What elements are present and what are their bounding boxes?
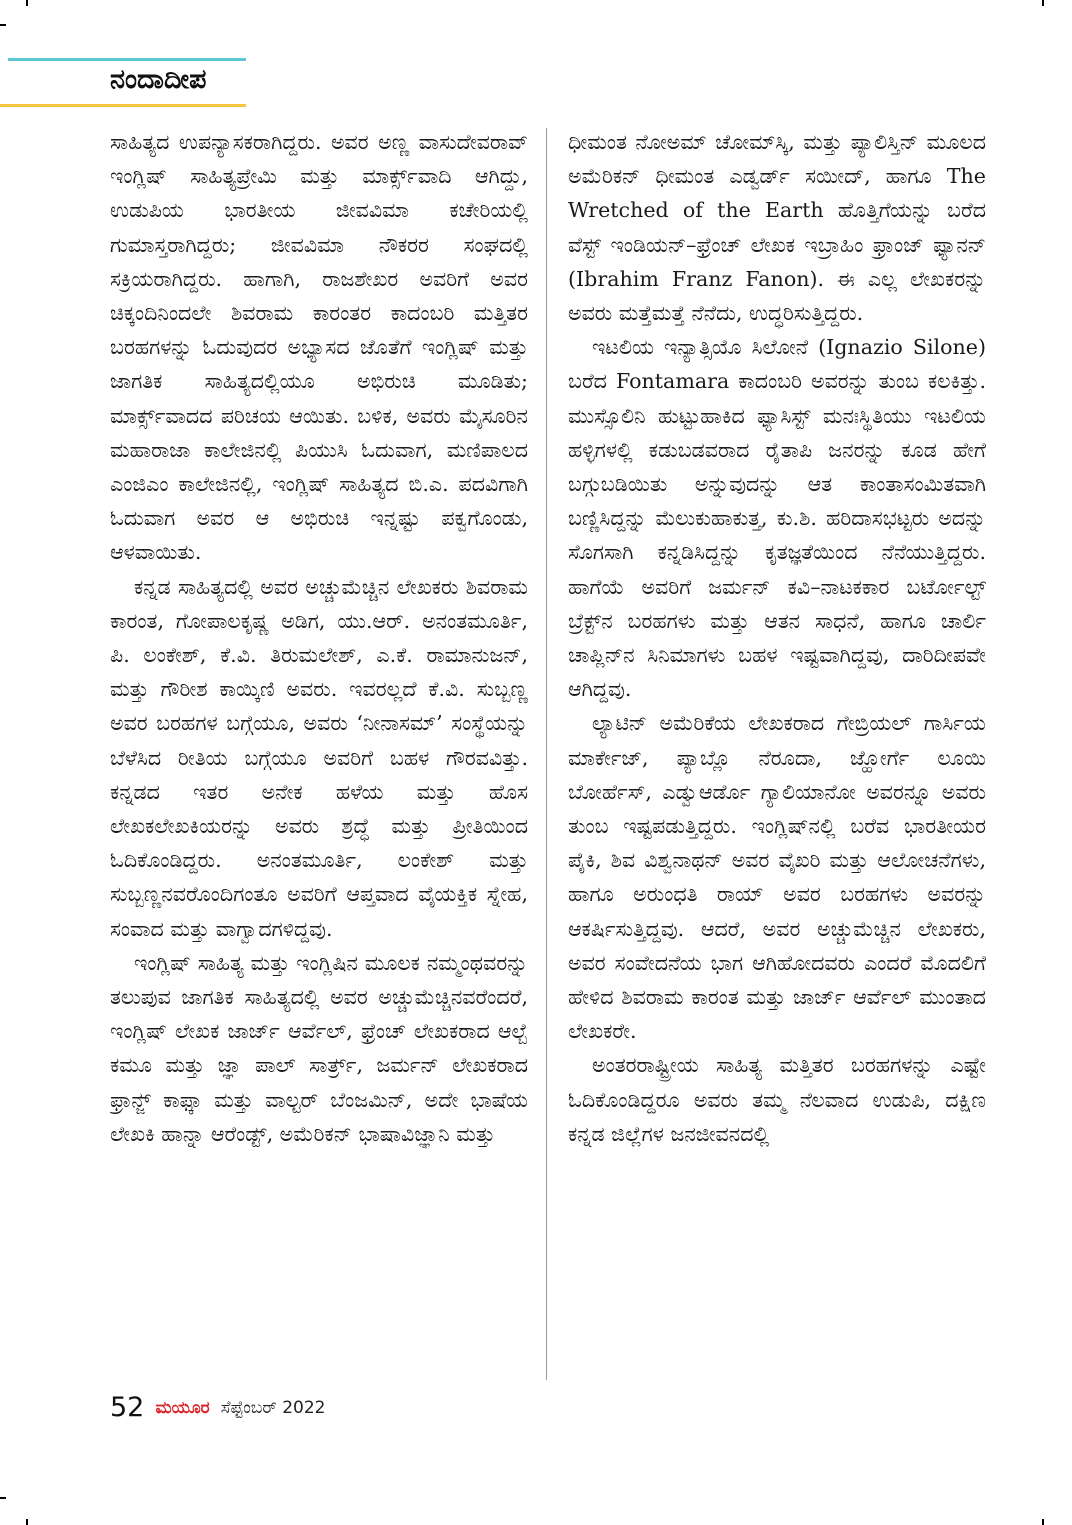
paragraph: ಇಂಗ್ಲಿಷ್ ಸಾಹಿತ್ಯ ಮತ್ತು ಇಂಗ್ಲಿಷಿನ ಮೂಲಕ ನಮ್ಮಂಥವರನ್ನು ತಲುಪುವ ಜಾಗತಿಕ ಸಾಹಿತ್ಯದಲ್ಲಿ ಅವರ ಅಚ್ಚುಮೆಚ್ಚಿನವರೆಂದರೆ, ಇಂಗ್ಲಿಷ್ ಲೇಖಕ ಜಾರ್ಜ್ ಆರ್ವೆಲ್, ಫ್ರೆಂಚ್ ಲೇಖಕರಾದ ಆಲ್ಬೆ ಕಮೂ ಮತ್ತು ಜ್ಞಾ ಪಾಲ್ ಸಾರ್ತ್ರ್, ಜರ್ಮನ್ ಲೇಖಕರಾದ ಫ್ರಾನ್ಜ್ ಕಾಫ್ಕಾ ಮತ್ತು ವಾಲ್ಟರ್ ಬೆಂಜಮಿನ್, ಅದೇ ಭಾಷೆಯ ಲೇಖಕಿ ಹಾನ್ನಾ ಆರೆಂಡ್ಟ್, ಅಮೆರಿಕನ್ ಭಾಷಾವಿಜ್ಞಾನಿ ಮತ್ತು <box>110 950 528 1146</box>
left-column <box>110 125 528 1385</box>
section-title: ನಂದಾದೀಪ <box>110 64 207 95</box>
right-column <box>568 125 986 1385</box>
magazine-logo: ಮಯೂರ <box>155 1397 210 1418</box>
section-header <box>0 58 246 108</box>
page-number: 52 <box>110 1392 145 1423</box>
column-divider <box>546 128 547 1380</box>
crop-mark <box>0 1497 6 1499</box>
paragraph: ಸಾಹಿತ್ಯದ ಉಪನ್ಯಾಸಕರಾಗಿದ್ದರು. ಅವರ ಅಣ್ಣ ವಾಸುದೇವರಾವ್ ಇಂಗ್ಲಿಷ್ ಸಾಹಿತ್ಯಪ್ರೇಮಿ ಮತ್ತು ಮಾರ್ಕ್ಸ್‌ವಾದಿ ಆಗಿದ್ದು, ಉಡುಪಿಯ ಭಾರತೀಯ ಜೀವವಿಮಾ ಕಚೇರಿಯಲ್ಲಿ ಗುಮಾಸ್ತರಾಗಿದ್ದರು; ಜೀವವಿಮಾ ನೌಕರರ ಸಂಘದಲ್ಲಿ ಸಕ್ರಿಯರಾಗಿದ್ದರು. ಹಾಗಾಗಿ, ರಾಜಶೇಖರ ಅವರಿಗೆ ಅವರ ಚಿಕ್ಕಂದಿನಿಂದಲೇ ಶಿವರಾಮ ಕಾರಂತರ ಕಾದಂಬರಿ ಮತ್ತಿತರ ಬರಹಗಳನ್ನು ಓದುವುದರ ಅಭ್ಯಾಸದ ಜೊತೆಗೆ ಇಂಗ್ಲಿಷ್ ಮತ್ತು ಜಾಗತಿಕ ಸಾಹಿತ್ಯದಲ್ಲಿಯೂ ಅಭಿರುಚಿ ಮೂಡಿತು; ಮಾರ್ಕ್ಸ್‌ವಾದದ ಪರಿಚಯ ಆಯಿತು. ಬಳಿಕ, ಅವರು ಮೈಸೂರಿನ ಮಹಾರಾಜಾ ಕಾಲೇಜಿನಲ್ಲಿ ಪಿಯುಸಿ ಓದುವಾಗ, ಮಣಿಪಾಲದ ಎಂಜಿಎಂ ಕಾಲೇಜಿನಲ್ಲಿ, ಇಂಗ್ಲಿಷ್ ಸಾಹಿತ್ಯದ ಬಿ.ಎ. ಪದವಿಗಾಗಿ ಓದುವಾಗ ಅವರ ಆ ಅಭಿರುಚಿ ಇನ್ನಷ್ಟು ಪಕ್ವಗೊಂಡು, ಆಳವಾಯಿತು. <box>110 130 528 565</box>
crop-mark <box>26 1519 28 1525</box>
paragraph: ಧೀಮಂತ ನೋಅಮ್ ಚೋಮ್‌ಸ್ಕಿ, ಮತ್ತು ಪ್ಯಾಲಿಸ್ತಿನ್ ಮೂಲದ ಅಮೆರಿಕನ್ ಧೀಮಂತ ಎಡ್ವರ್ಡ್ ಸಯೀದ್, ಹಾಗೂ The Wretched of the Earth ಹೊತ್ತಿಗೆಯನ್ನು ಬರೆದ ವೆಸ್ಟ್ ಇಂಡಿಯನ್–ಫ್ರೆಂಚ್ ಲೇಖಕ ಇಬ್ರಾಹಿಂ ಫ್ರಾಂಜ್ ಫ್ಯಾನನ್ (Ibrahim Franz Fanon). ಈ ಎಲ್ಲ ಲೇಖಕರನ್ನು ಅವರು ಮತ್ತೆಮತ್ತೆ ನೆನೆದು, ಉದ್ಧರಿಸುತ್ತಿದ್ದರು. <box>568 130 986 326</box>
header-rule-bottom <box>0 104 246 107</box>
paragraph: ಇಟಲಿಯ ಇನ್ಯಾತ್ಸಿಯೊ ಸಿಲೋನೆ (Ignazio Silone) ಬರೆದ Fontamara ಕಾದಂಬರಿ ಅವರನ್ನು ತುಂಬ ಕಲಕಿತ್ತು. ಮುಸ್ಸೊಲಿನಿ ಹುಟ್ಟುಹಾಕಿದ ಫ್ಯಾಸಿಸ್ಟ್ ಮನಃಸ್ಥಿತಿಯು ಇಟಲಿಯ ಹಳ್ಳಿಗಳಲ್ಲಿ ಕಡುಬಡವರಾದ ರೈತಾಪಿ ಜನರನ್ನು ಕೂಡ ಹೇಗೆ ಬಗ್ಗುಬಡಿಯಿತು ಅನ್ನುವುದನ್ನು ಆತ ಕಾಂತಾಸಂಮಿತವಾಗಿ ಬಣ್ಣಿಸಿದ್ದನ್ನು ಮೆಲುಕುಹಾಕುತ್ತ, ಕು.ಶಿ. ಹರಿದಾಸಭಟ್ಟರು ಅದನ್ನು ಸೊಗಸಾಗಿ ಕನ್ನಡಿಸಿದ್ದನ್ನು ಕೃತಜ್ಞತೆಯಿಂದ ನೆನೆಯುತ್ತಿದ್ದರು. ಹಾಗೆಯೆ ಅವರಿಗೆ ಜರ್ಮನ್ ಕವಿ–ನಾಟಕಕಾರ ಬರ್ಟೋಲ್ಟ್ ಬ್ರೆಕ್ಟ್‌ನ ಬರಹಗಳು ಮತ್ತು ಆತನ ಸಾಧನೆ, ಹಾಗೂ ಚಾರ್ಲಿ ಚಾಪ್ಲಿನ್‌ನ ಸಿನಿಮಾಗಳು ಬಹಳ ಇಷ್ಟವಾಗಿದ್ದವು, ದಾರಿದೀಪವೇ ಆಗಿದ್ದವು. <box>568 335 986 702</box>
paragraph: ಲ್ಯಾಟಿನ್ ಅಮೆರಿಕೆಯ ಲೇಖಕರಾದ ಗೇಬ್ರಿಯಲ್ ಗಾರ್ಸಿಯ ಮಾರ್ಕೇಜ್, ಪ್ಯಾಬ್ಲೊ ನೆರೂದಾ, ಜ್ಹೋರ್ಗೆ ಲೂಯಿ ಬೋರ್ಹೆಸ್, ಎಡ್ವುಆರ್ಡೊ ಗ್ಯಾಲಿಯಾನೋ ಅವರನ್ನೂ ಅವರು ತುಂಬ ಇಷ್ಟಪಡುತ್ತಿದ್ದರು. ಇಂಗ್ಲಿಷ್‌ನಲ್ಲಿ ಬರೆವ ಭಾರತೀಯರ ಪೈಕಿ, ಶಿವ ವಿಶ್ವನಾಥನ್ ಅವರ ವೈಖರಿ ಮತ್ತು ಆಲೋಚನೆಗಳು, ಹಾಗೂ ಅರುಂಧತಿ ರಾಯ್ ಅವರ ಬರಹಗಳು ಅವರನ್ನು ಆಕರ್ಷಿಸುತ್ತಿದ್ದವು. ಆದರೆ, ಅವರ ಅಚ್ಚುಮೆಚ್ಚಿನ ಲೇಖಕರು, ಅವರ ಸಂವೇದನೆಯ ಭಾಗ ಆಗಿಹೋದವರು ಎಂದರೆ ಮೊದಲಿಗೆ ಹೇಳಿದ ಶಿವರಾಮ ಕಾರಂತ ಮತ್ತು ಜಾರ್ಜ್ ಆರ್ವೆಲ್ ಮುಂತಾದ ಲೇಖಕರೇ. <box>568 711 986 1044</box>
header-rule-top <box>8 58 246 61</box>
page-footer <box>110 1392 325 1432</box>
issue-date: ಸೆಪ್ಟೆಂಬರ್ 2022 <box>220 1397 326 1418</box>
paragraph: ಕನ್ನಡ ಸಾಹಿತ್ಯದಲ್ಲಿ ಅವರ ಅಚ್ಚುಮೆಚ್ಚಿನ ಲೇಖಕರು ಶಿವರಾಮ ಕಾರಂತ, ಗೋಪಾಲಕೃಷ್ಣ ಅಡಿಗ, ಯು.ಆರ್. ಅನಂತಮೂರ್ತಿ, ಪಿ. ಲಂಕೇಶ್, ಕೆ.ವಿ. ತಿರುಮಲೇಶ್, ಎ.ಕೆ. ರಾಮಾನುಜನ್, ಮತ್ತು ಗೌರೀಶ ಕಾಯ್ಕಿಣಿ ಅವರು. ಇವರಲ್ಲದೆ ಕೆ.ವಿ. ಸುಬ್ಬಣ್ಣ ಅವರ ಬರಹಗಳ ಬಗ್ಗೆಯೂ, ಅವರು ‘ನೀನಾಸಮ್’ ಸಂಸ್ಥೆಯನ್ನು ಬೆಳೆಸಿದ ರೀತಿಯ ಬಗ್ಗೆಯೂ ಅವರಿಗೆ ಬಹಳ ಗೌರವವಿತ್ತು. ಕನ್ನಡದ ಇತರ ಅನೇಕ ಹಳೆಯ ಮತ್ತು ಹೊಸ ಲೇಖಕಲೇಖಕಿಯರನ್ನು ಅವರು ಶ್ರದ್ಧೆ ಮತ್ತು ಪ್ರೀತಿಯಿಂದ ಓದಿಕೊಂಡಿದ್ದರು. ಅನಂತಮೂರ್ತಿ, ಲಂಕೇಶ್ ಮತ್ತು ಸುಬ್ಬಣ್ಣನವರೊಂದಿಗಂತೂ ಅವರಿಗೆ ಆಪ್ತವಾದ ವೈಯಕ್ತಿಕ ಸ್ನೇಹ, ಸಂವಾದ ಮತ್ತು ವಾಗ್ವಾದಗಳಿದ್ದವು. <box>110 574 528 941</box>
paragraph: ಅಂತರರಾಷ್ಟ್ರೀಯ ಸಾಹಿತ್ಯ ಮತ್ತಿತರ ಬರಹಗಳನ್ನು ಎಷ್ಟೇ ಓದಿಕೊಂಡಿದ್ದರೂ ಅವರು ತಮ್ಮ ನೆಲವಾದ ಉಡುಪಿ, ದಕ್ಷಿಣ ಕನ್ನಡ ಜಿಲ್ಲೆಗಳ ಜನಜೀವನದಲ್ಲಿ <box>568 1053 986 1146</box>
crop-mark <box>26 0 28 6</box>
crop-mark <box>0 24 6 26</box>
crop-mark <box>1042 1519 1044 1525</box>
crop-mark <box>1042 0 1044 6</box>
